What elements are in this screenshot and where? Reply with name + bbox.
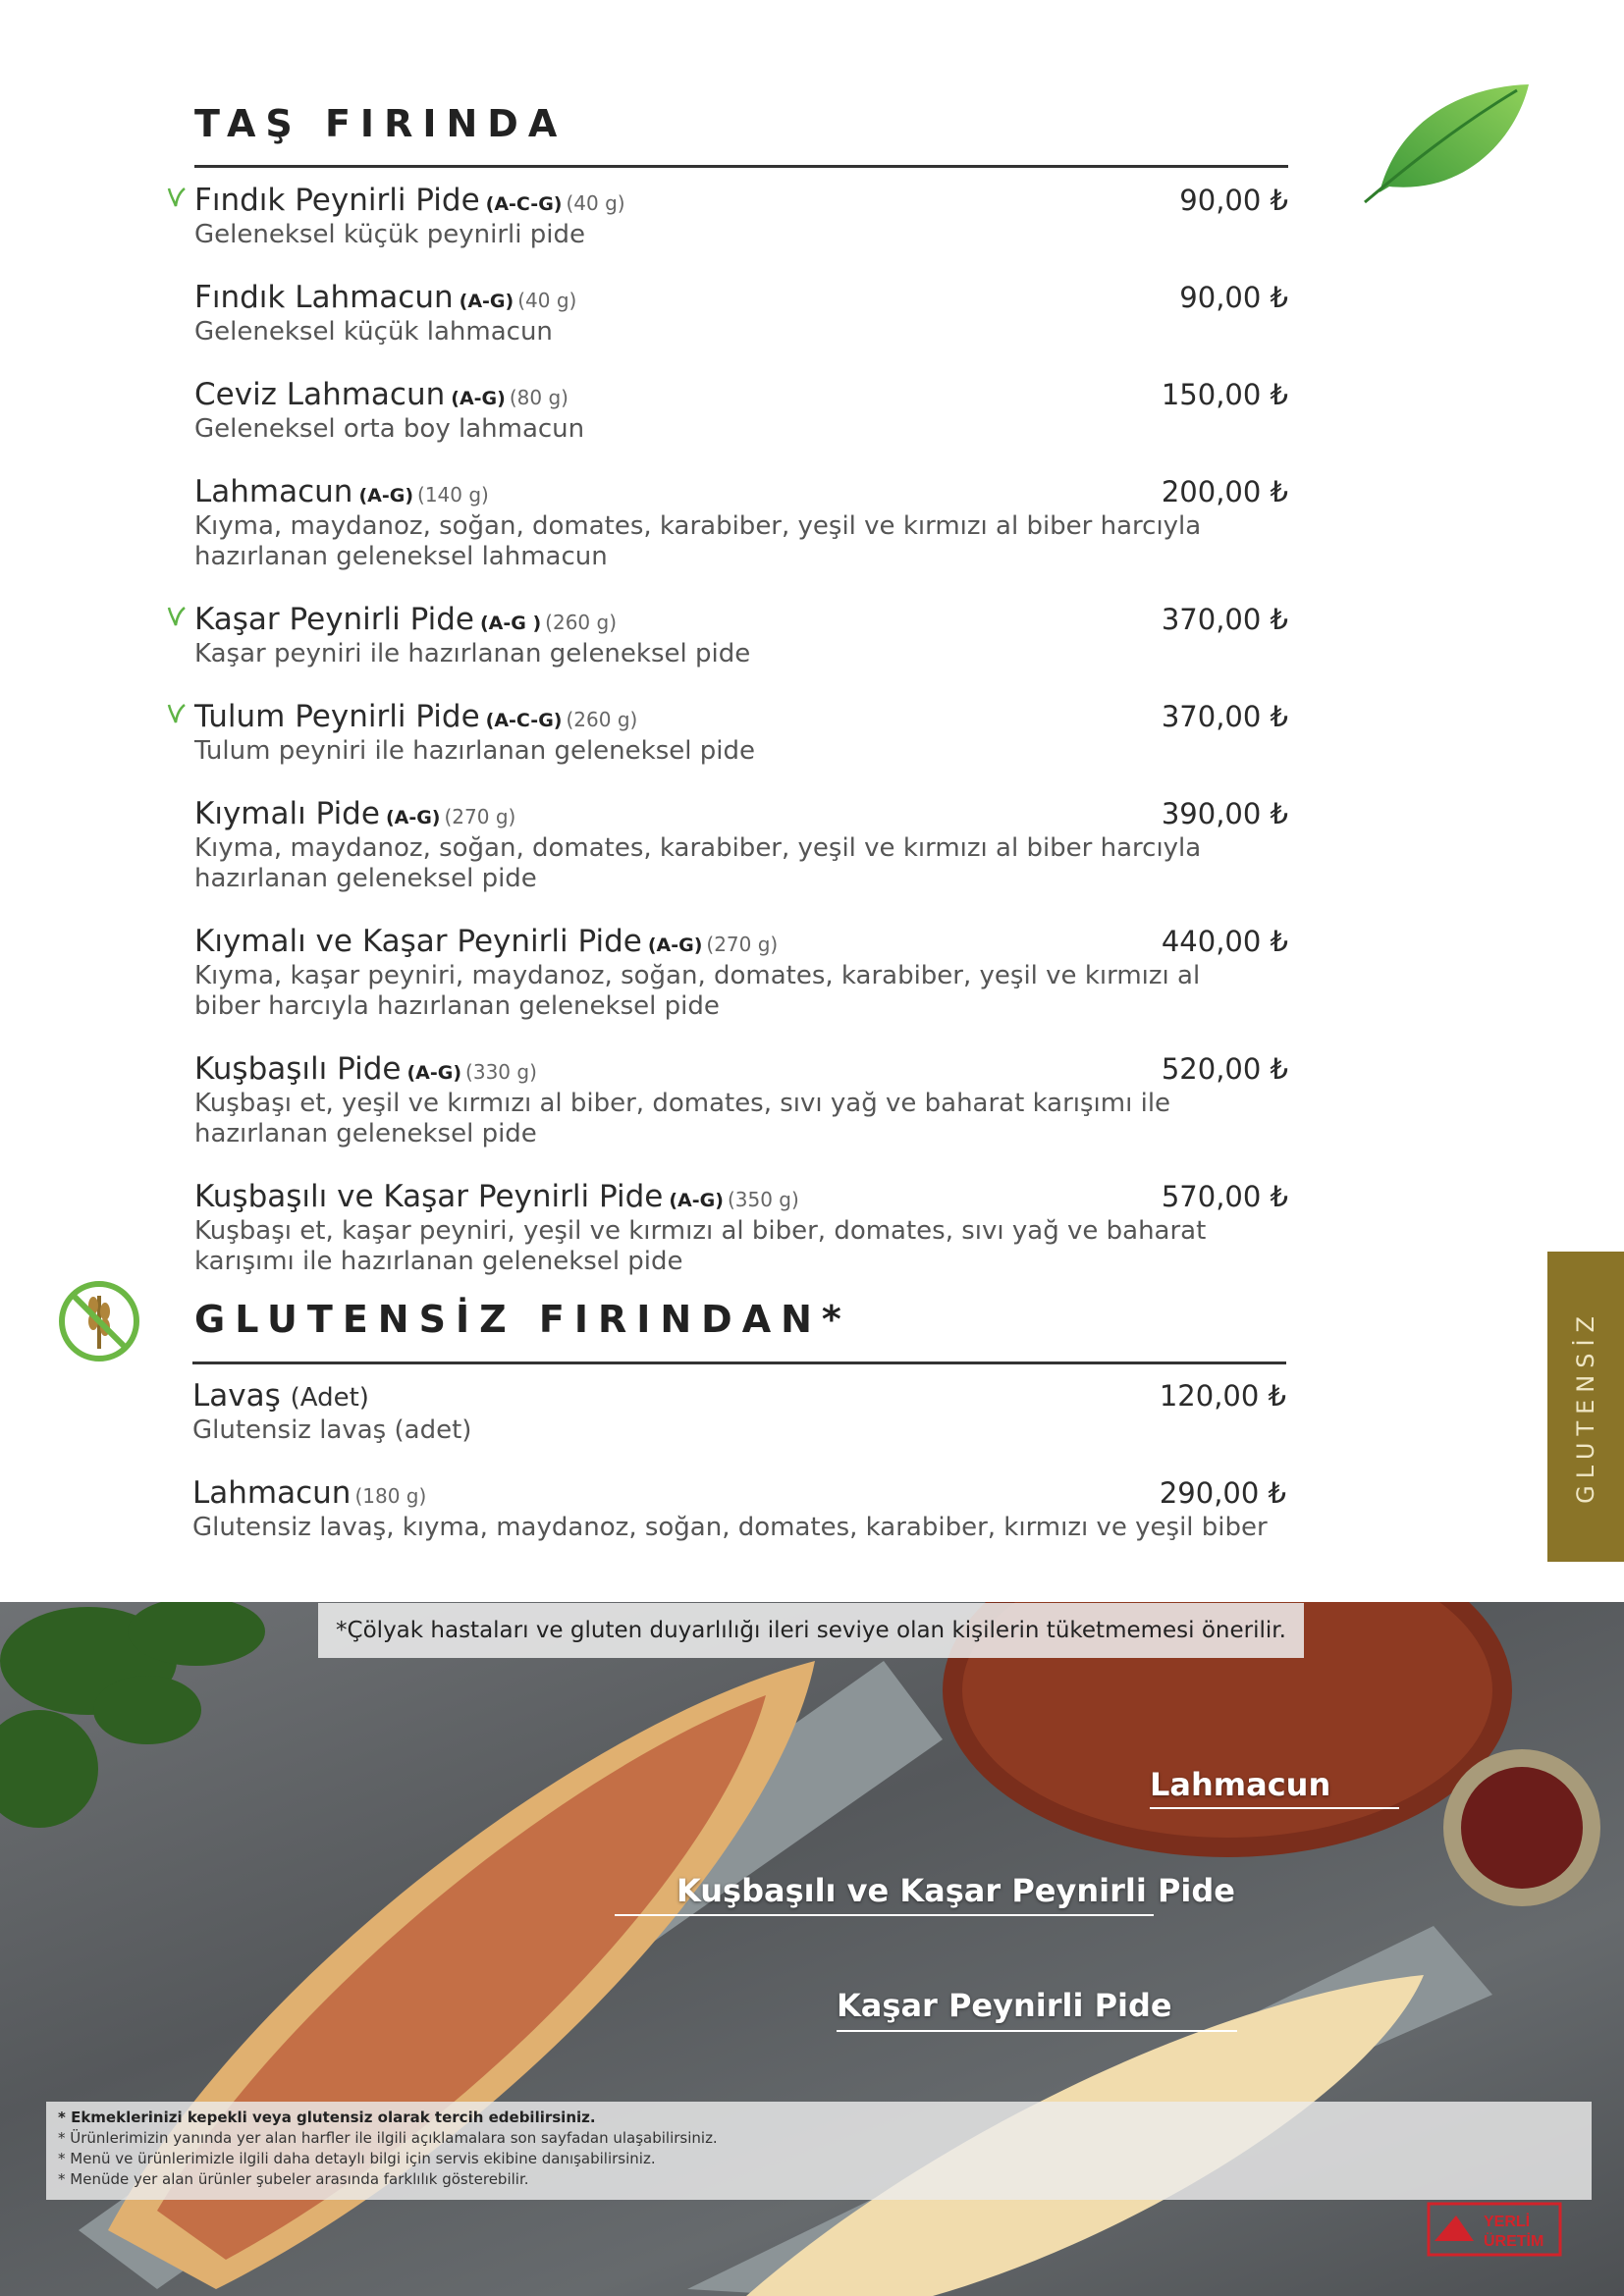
section-title-tas-firinda: TAŞ FIRINDA [194, 102, 568, 145]
caption-underline [837, 2030, 1237, 2032]
menu-item [194, 280, 1288, 347]
item-price: 370,00 ₺ [1161, 700, 1288, 733]
item-price: 90,00 ₺ [1179, 184, 1288, 217]
item-weight: (40 g) [566, 191, 625, 215]
item-allergen: (A-G ) [480, 613, 542, 634]
item-description: Glutensiz lavaş, kıyma, maydanoz, soğan, domates, karabiber, kırmızı ve yeşil biber [192, 1513, 1268, 1542]
item-description: Kuşbaşı et, kaşar peyniri, yeşil ve kırmızı al biber, domates, sıvı yağ ve baharat karışımı ile hazırlanan geleneksel pide [194, 1216, 1207, 1276]
item-allergen: (A-G) [358, 485, 414, 507]
menu-list-glutensiz [192, 1378, 1286, 1543]
item-allergen: (A-G) [459, 291, 514, 312]
side-tab-glutensiz[interactable] [1547, 1252, 1624, 1562]
footnote: * Ürünlerimizin yanında yer alan harfler ile ilgili açıklamalara son sayfadan ulaşabilirsiniz. [58, 2129, 718, 2147]
menu-item [194, 474, 1288, 572]
svg-text:ÜRETİM: ÜRETİM [1484, 2233, 1544, 2250]
item-description: Kıyma, kaşar peyniri, maydanoz, soğan, domates, karabiber, yeşil ve kırmızı al biber harcıyla hazırlanan geleneksel pide [194, 961, 1201, 1021]
item-allergen: (A-G) [669, 1190, 724, 1211]
item-weight: (330 g) [465, 1060, 537, 1084]
item-name: Lahmacun [194, 474, 353, 509]
gluten-free-icon [56, 1278, 142, 1364]
vegetarian-icon [165, 187, 187, 208]
item-name: Kıymalı ve Kaşar Peynirli Pide [194, 924, 642, 959]
item-name: Fındık Peynirli Pide [194, 183, 480, 218]
item-weight: (40 g) [517, 289, 577, 312]
item-name: Ceviz Lahmacun [194, 377, 446, 412]
leaf-icon [1360, 77, 1537, 204]
item-name: Kaşar Peynirli Pide [194, 602, 474, 637]
item-weight: (270 g) [444, 805, 516, 828]
menu-list-tas-firinda [194, 183, 1288, 1277]
menu-item [194, 699, 1288, 767]
menu-item [194, 183, 1288, 250]
item-weight: (260 g) [545, 611, 618, 634]
item-description: Geleneksel orta boy lahmacun [194, 414, 585, 444]
item-weight: (80 g) [509, 386, 568, 409]
local-production-logo [1427, 2202, 1562, 2257]
item-price: 290,00 ₺ [1159, 1476, 1286, 1510]
caption-lahmacun: Lahmacun [1150, 1766, 1331, 1803]
menu-item [194, 602, 1288, 669]
item-allergen: (A-G) [451, 388, 506, 409]
item-weight: (350 g) [727, 1188, 799, 1211]
item-description: Kaşar peyniri ile hazırlanan geleneksel pide [194, 639, 751, 668]
item-name: Fındık Lahmacun [194, 280, 454, 315]
side-tab-label: GLUTENSİZ [1572, 1309, 1599, 1504]
item-weight: (270 g) [706, 933, 779, 956]
section-divider [194, 165, 1288, 168]
vegetarian-icon [165, 703, 187, 724]
footnote: * Menü ve ürünlerimizle ilgili daha detaylı bilgi için servis ekibine danışabilirsiniz. [58, 2150, 656, 2167]
menu-item [194, 796, 1288, 894]
item-price: 440,00 ₺ [1161, 925, 1288, 958]
item-price: 90,00 ₺ [1179, 281, 1288, 314]
caption-kasar: Kaşar Peynirli Pide [837, 1987, 1172, 2024]
menu-item [194, 1179, 1288, 1277]
item-description: Kuşbaşı et, yeşil ve kırmızı al biber, domates, sıvı yağ ve baharat karışımı ile hazırlanan geleneksel pide [194, 1089, 1171, 1148]
item-name: Lahmacun [192, 1475, 352, 1511]
item-price: 120,00 ₺ [1159, 1379, 1286, 1413]
item-description: Kıyma, maydanoz, soğan, domates, karabiber, yeşil ve kırmızı al biber harcıyla hazırlanan geleneksel pide [194, 833, 1202, 893]
caption-underline [1150, 1807, 1399, 1809]
vegetarian-icon [165, 606, 187, 627]
item-price: 200,00 ₺ [1161, 475, 1288, 508]
svg-text:YERLİ: YERLİ [1484, 2214, 1531, 2230]
item-price: 370,00 ₺ [1161, 603, 1288, 636]
celiac-notice: *Çölyak hastaları ve gluten duyarlılığı ileri seviye olan kişilerin tüketmemesi önerilir. [318, 1603, 1304, 1658]
caption-kusbasili: Kuşbaşılı ve Kaşar Peynirli Pide [677, 1872, 1235, 1909]
item-price: 150,00 ₺ [1161, 378, 1288, 411]
item-allergen: (A-C-G) [485, 710, 563, 731]
item-description: Geleneksel küçük peynirli pide [194, 220, 585, 249]
section-divider [192, 1362, 1286, 1364]
footnote: * Ekmeklerinizi kepekli veya glutensiz olarak tercih edebilirsiniz. [58, 2109, 596, 2126]
item-price: 570,00 ₺ [1161, 1180, 1288, 1213]
footnote: * Menüde yer alan ürünler şubeler arasında farklılık gösterebilir. [58, 2170, 529, 2188]
item-allergen: (A-C-G) [485, 193, 563, 215]
item-allergen: (A-G) [406, 1062, 462, 1084]
item-name: Kuşbaşılı ve Kaşar Peynirli Pide [194, 1179, 664, 1214]
item-name: Kuşbaşılı Pide [194, 1051, 402, 1087]
item-description: Glutensiz lavaş (adet) [192, 1415, 472, 1445]
item-weight: (140 g) [417, 483, 489, 507]
section-title-glutensiz: GLUTENSİZ FIRINDAN* [194, 1298, 851, 1341]
item-description: Kıyma, maydanoz, soğan, domates, karabiber, yeşil ve kırmızı al biber harcıyla hazırlanan geleneksel lahmacun [194, 511, 1202, 571]
footnotes [46, 2102, 1592, 2200]
menu-item [192, 1378, 1286, 1446]
item-name: Lavaş [192, 1378, 281, 1414]
item-weight: (180 g) [354, 1484, 427, 1508]
item-weight: (260 g) [566, 708, 638, 731]
item-description: Tulum peyniri ile hazırlanan geleneksel pide [194, 736, 755, 766]
item-price: 390,00 ₺ [1161, 797, 1288, 830]
menu-item [194, 377, 1288, 445]
menu-item [192, 1475, 1286, 1543]
item-description: Geleneksel küçük lahmacun [194, 317, 553, 347]
item-allergen: (A-G) [385, 807, 441, 828]
item-name: Tulum Peynirli Pide [194, 699, 480, 734]
item-allergen: (A-G) [647, 934, 703, 956]
caption-underline [615, 1914, 1154, 1916]
item-unit: (Adet) [290, 1383, 369, 1413]
menu-item [194, 1051, 1288, 1149]
menu-item [194, 924, 1288, 1022]
item-name: Kıymalı Pide [194, 796, 380, 831]
item-price: 520,00 ₺ [1161, 1052, 1288, 1086]
